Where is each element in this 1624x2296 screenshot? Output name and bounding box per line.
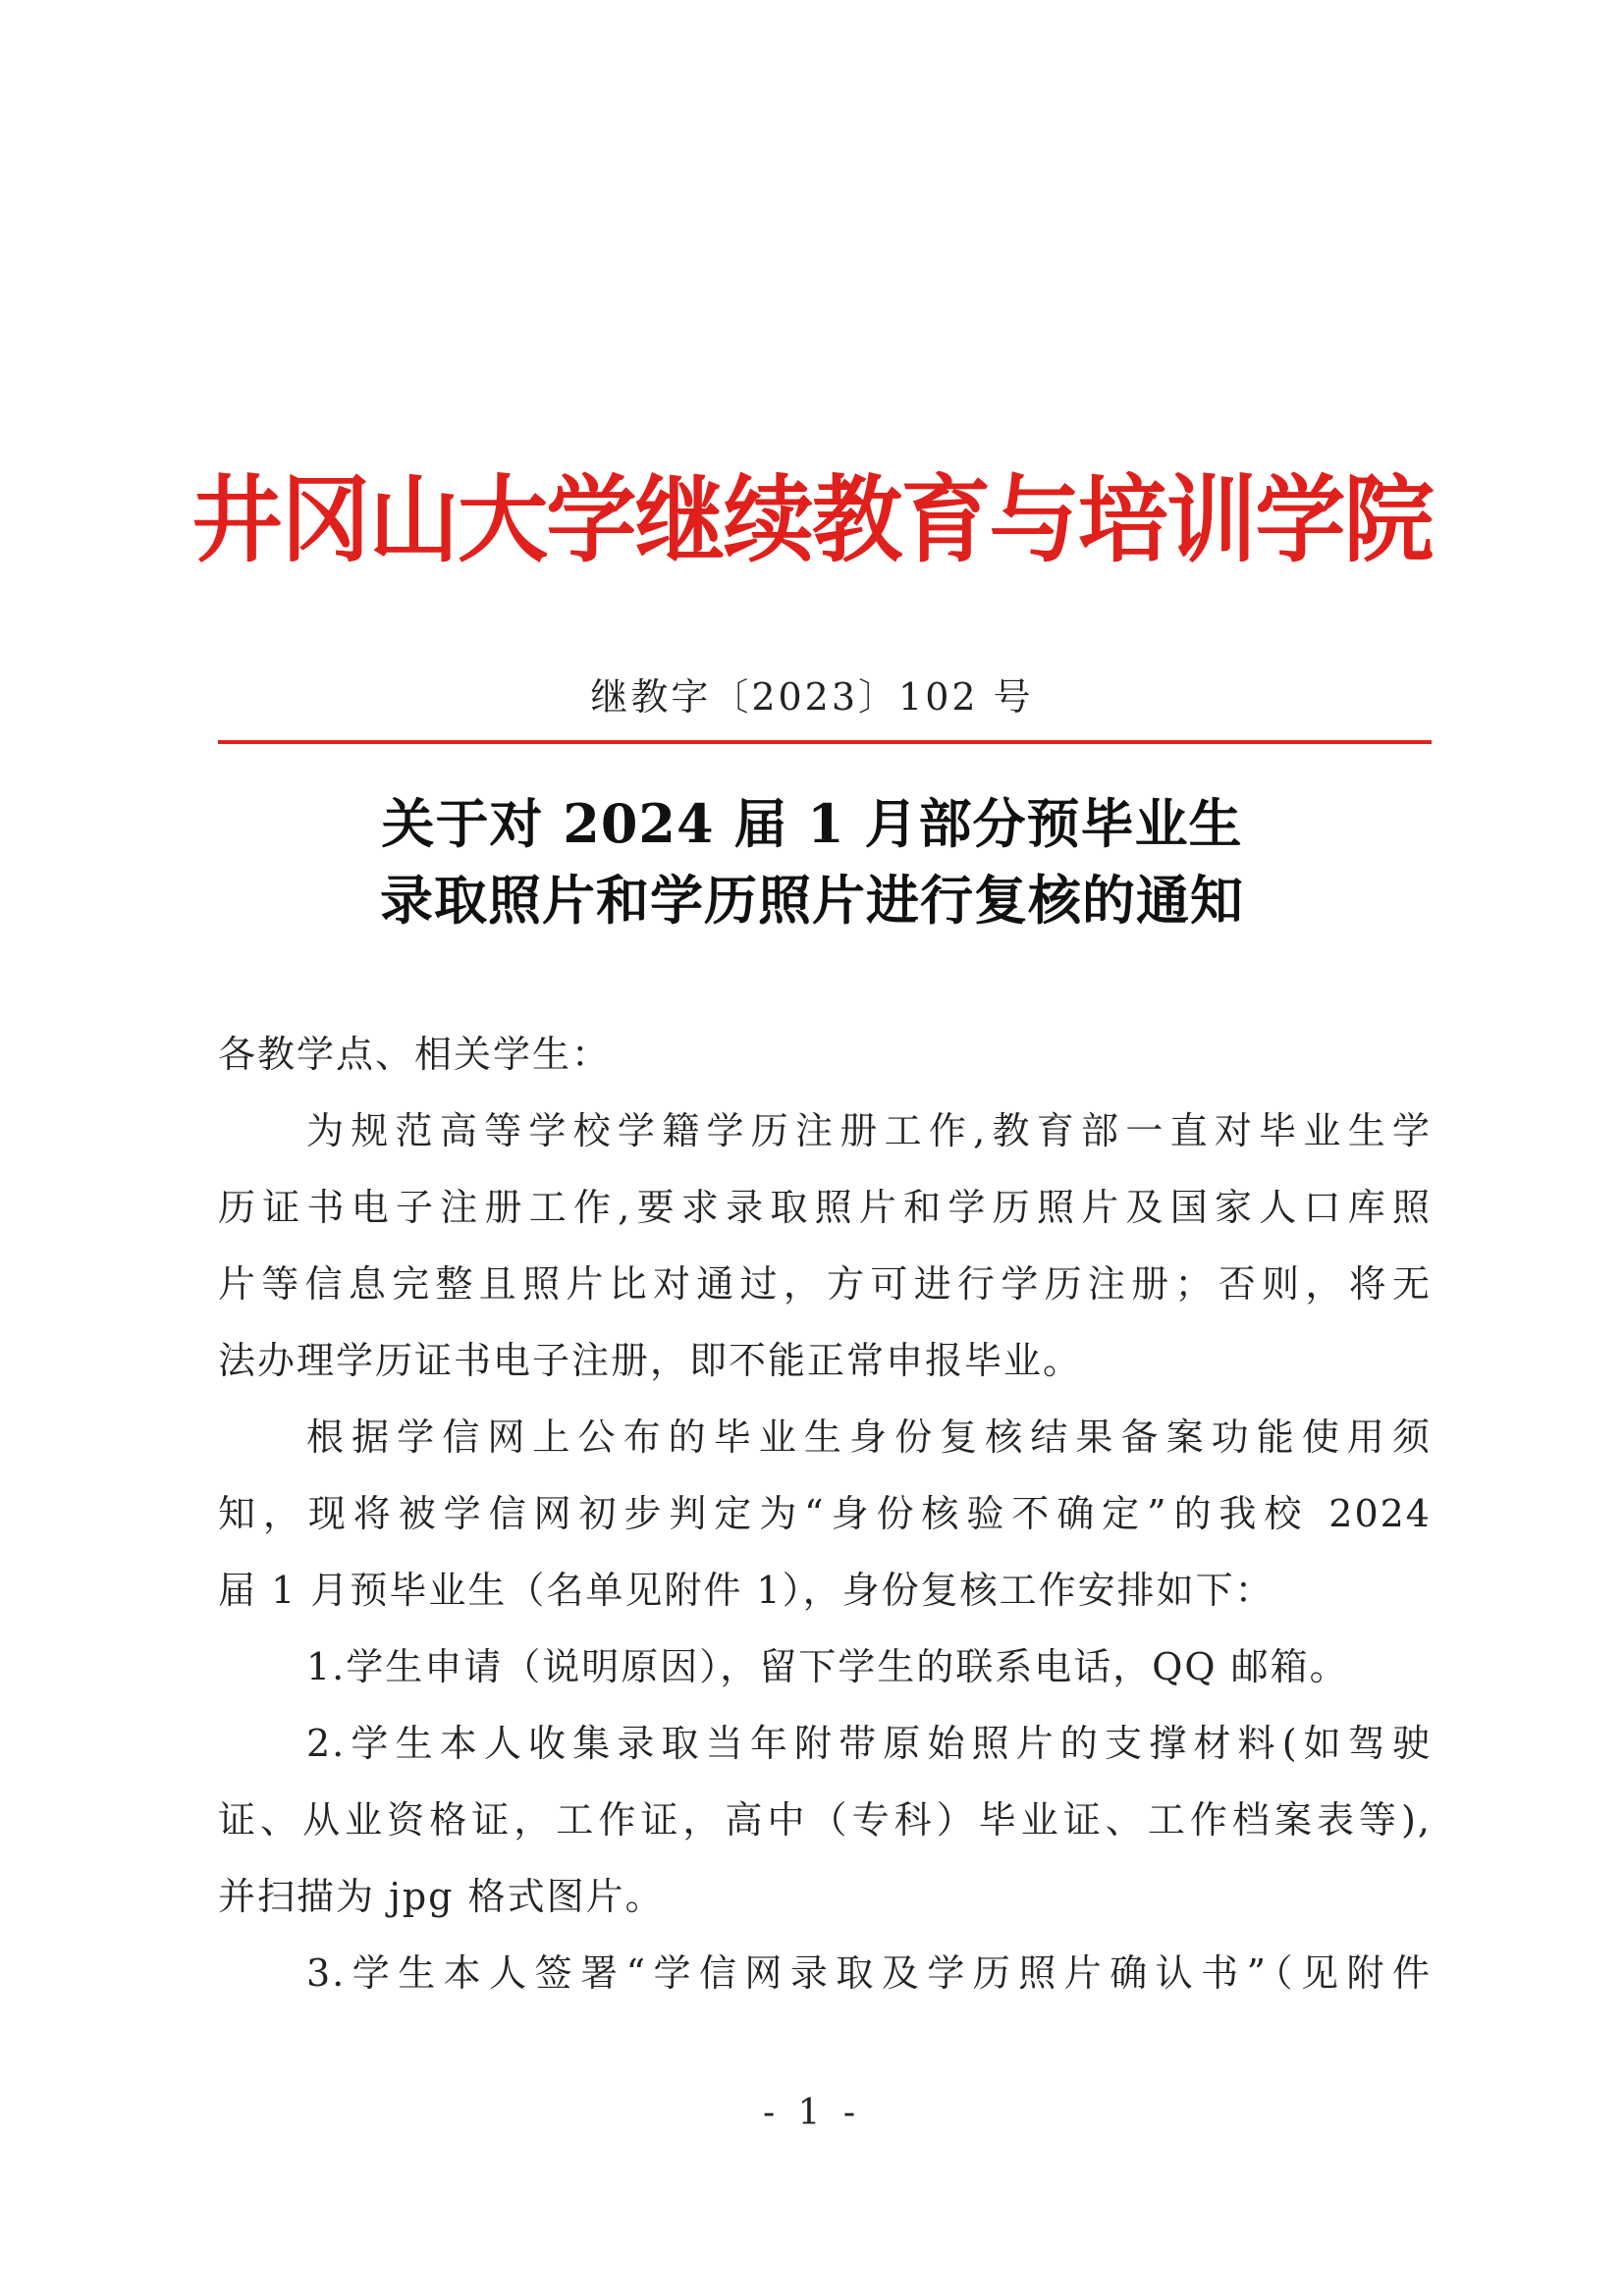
issuing-organization-header: 井冈山大学继续教育与培训学院 bbox=[191, 464, 1433, 575]
body-line: 历证书电子注册工作,要求录取照片和学历照片及国家人口库照 bbox=[218, 1186, 1432, 1229]
body-line: 届 1 月预毕业生（名单见附件 1），身份复核工作安排如下： bbox=[218, 1569, 1274, 1612]
salutation: 各教学点、相关学生： bbox=[218, 1033, 612, 1076]
document-title-line-1: 关于对 2024 届 1 月部分预毕业生 bbox=[381, 792, 1243, 855]
body-line: 片等信息完整且照片比对通过，方可进行学历注册；否则，将无 bbox=[218, 1262, 1432, 1306]
body-line: 根据学信网上公布的毕业生身份复核结果备案功能使用须 bbox=[306, 1415, 1432, 1459]
body-line: 并扫描为 jpg 格式图片。 bbox=[218, 1875, 665, 1918]
body-line: 证、从业资格证，工作证，高中（专科）毕业证、工作档案表等), bbox=[218, 1798, 1432, 1842]
body-line: 3.学生本人签署“学信网录取及学历照片确认书”（见附件 bbox=[306, 1951, 1432, 1995]
body-line: 1.学生申请（说明原因），留下学生的联系电话，QQ 邮箱。 bbox=[306, 1645, 1349, 1688]
body-line: 2.学生本人收集录取当年附带原始照片的支撑材料(如驾驶 bbox=[306, 1722, 1432, 1765]
body-line: 知，现将被学信网初步判定为“身份核验不确定”的我校 2024 bbox=[218, 1492, 1432, 1535]
body-line: 为规范高等学校学籍学历注册工作,教育部一直对毕业生学 bbox=[306, 1109, 1432, 1152]
body-line: 法办理学历证书电子注册，即不能正常申报毕业。 bbox=[218, 1339, 1083, 1382]
document-title-line-2: 录取照片和学历照片进行复核的通知 bbox=[380, 869, 1244, 932]
red-divider-line bbox=[218, 740, 1432, 744]
page-number: - 1 - bbox=[762, 2093, 862, 2133]
document-number: 继教字〔2023〕102 号 bbox=[590, 675, 1034, 719]
